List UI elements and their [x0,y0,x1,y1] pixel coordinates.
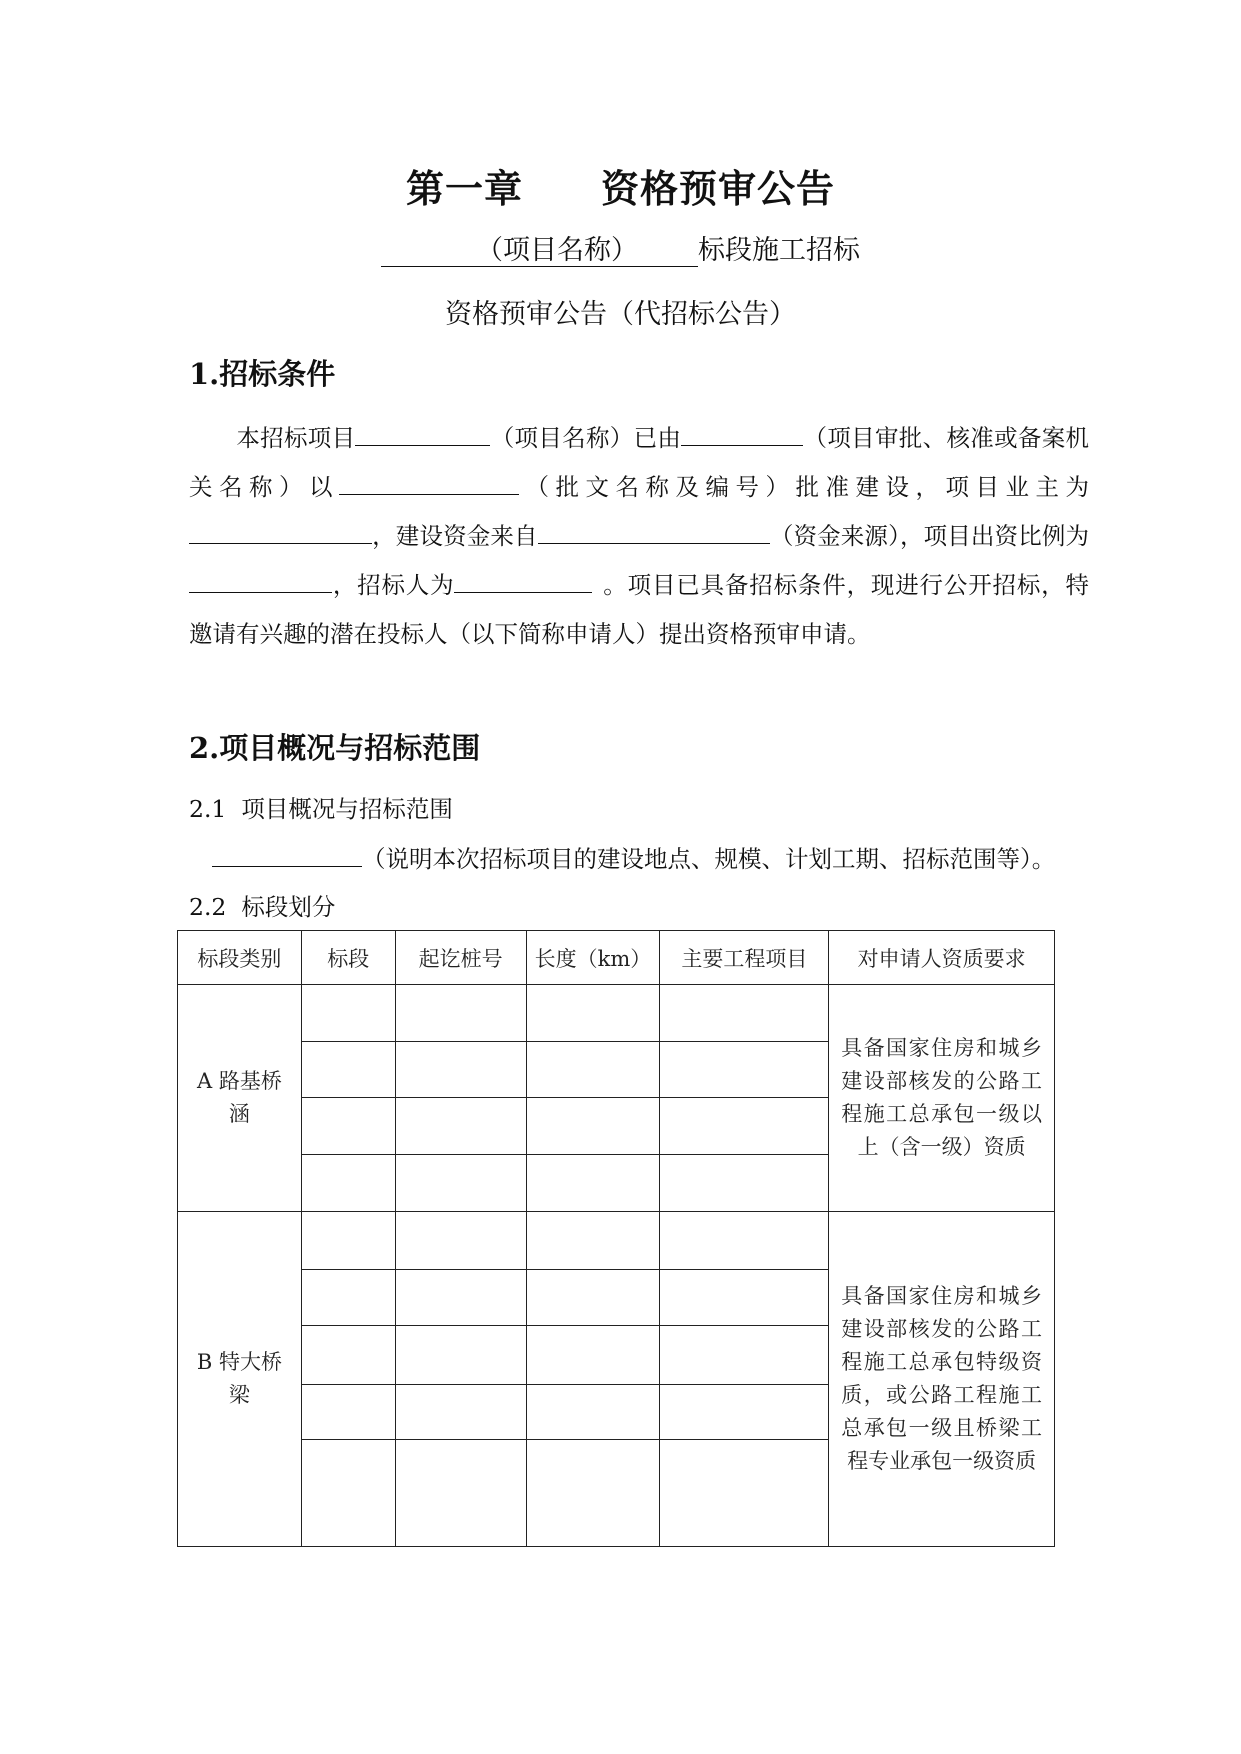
blank-approval-authority [681,423,803,446]
table-cell [660,1440,829,1547]
table-cell [395,1098,526,1154]
table-cell [526,1384,660,1439]
section-1-paragraph: 本招标项目 （项目名称）已由 （项目审批、核准或备案机关名称）以 （批文名称及编号）批准建设，项目业主为，建设资金来自 （资金来源），项目出资比例为，招标人为 。项目已具备招标条件，现进行公开招标，特邀请有兴趣的潜在投标人（以下简称申请人）提出资格预审申请。 [189,424,1090,648]
header-cell: 标段类别 [178,931,302,985]
table-cell [301,1154,395,1211]
table-cell [660,1384,829,1439]
table-cell [660,1154,829,1211]
table-cell [301,1440,395,1547]
table-cell [526,1154,660,1211]
header-cell: 标段 [301,931,395,985]
section-2-1-text: （说明本次招标项目的建设地点、规模、计划工期、招标范围等）。 [212,840,1055,874]
table-cell [526,1269,660,1325]
blank-approval-document [339,472,519,495]
table-cell [526,1326,660,1384]
table-cell [395,1440,526,1547]
blank-project-description [212,844,362,867]
category-cell: B 特大桥梁 [178,1212,302,1547]
header-cell: 起讫桩号 [395,931,526,985]
chapter-title: 第一章 资格预审公告 [405,166,835,211]
header-cell: 主要工程项目 [660,931,829,985]
blank-fund-source [538,521,770,544]
category-cell: A 路基桥涵 [178,985,302,1212]
table-cell [660,1326,829,1384]
table-header-row [178,931,1055,985]
table-cell [526,1041,660,1097]
subtitle-line-2: 资格预审公告（代招标公告） [445,299,796,330]
table-row [178,985,1055,1041]
header-cell: 对申请人资质要求 [829,931,1055,985]
table-cell [301,1041,395,1097]
table-cell [301,1384,395,1439]
table-cell [395,1384,526,1439]
blank-tenderer [454,570,592,593]
blank-investment-ratio [189,570,332,593]
blank-project-owner [189,521,372,544]
table-cell [301,1212,395,1269]
table-cell [301,1269,395,1325]
table-cell [526,1098,660,1154]
requirement-cell: 具备国家住房和城乡建设部核发的公路工程施工总承包一级以上（含一级）资质 [829,985,1055,1212]
table-cell [660,1041,829,1097]
table-cell [660,1098,829,1154]
table-cell [301,985,395,1041]
section-division-table [177,930,1055,1547]
section-1-heading: 1.招标条件 [189,357,336,391]
table-cell [526,985,660,1041]
table-cell [660,1212,829,1269]
section-2-2-heading: 2.2 标段划分 [189,893,336,921]
table-cell [526,1440,660,1547]
table-cell [301,1326,395,1384]
subtitle-line-1 [0,228,1241,267]
table-cell [526,1212,660,1269]
table-cell [395,1154,526,1211]
blank-project-name [355,423,490,446]
table-cell [395,1041,526,1097]
section-2-heading: 2.项目概况与招标范围 [189,731,481,765]
requirement-cell: 具备国家住房和城乡建设部核发的公路工程施工总承包特级资质，或公路工程施工总承包一级且桥梁工程专业承包一级资质 [829,1212,1055,1547]
section-2-1-heading: 2.1 项目概况与招标范围 [189,795,453,823]
subtitle-suffix: 标段施工招标 [698,235,860,266]
table-cell [395,1326,526,1384]
header-cell: 长度（km） [526,931,660,985]
table-cell [395,1212,526,1269]
table-cell [395,985,526,1041]
table-cell [660,985,829,1041]
table-cell [395,1269,526,1325]
table-cell [660,1269,829,1325]
project-name-blank: （项目名称） [381,235,698,267]
table-cell [301,1098,395,1154]
table-row [178,1212,1055,1269]
